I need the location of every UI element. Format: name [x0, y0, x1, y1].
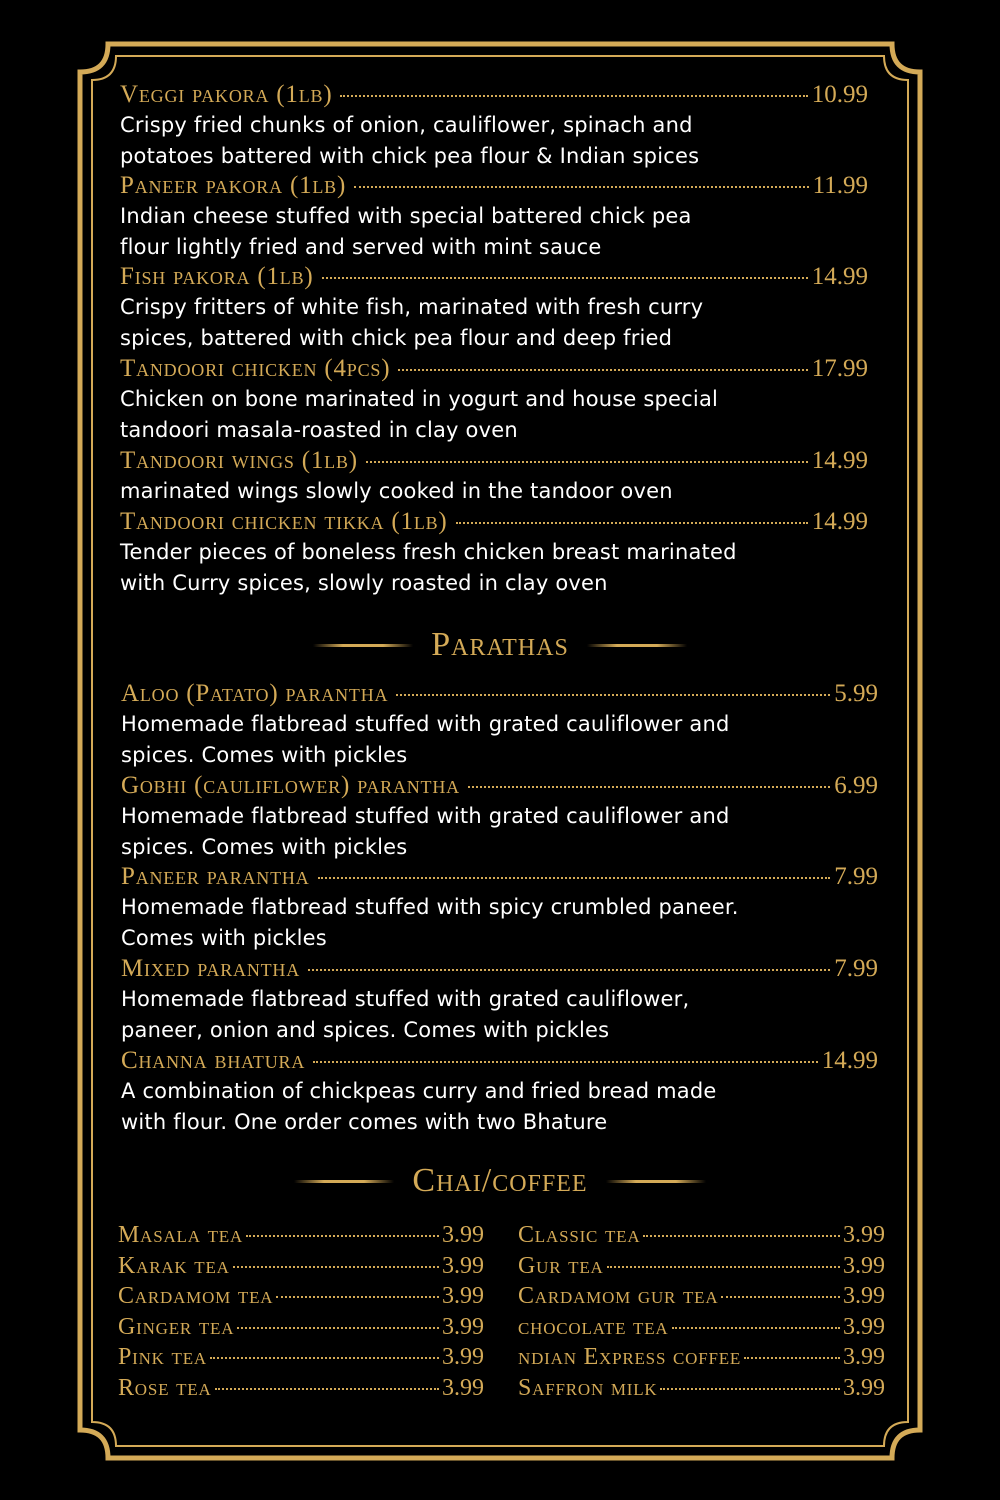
item-price: 7.99	[834, 863, 878, 890]
desc-line: Tender pieces of boneless fresh chicken breast marinated	[120, 540, 737, 564]
desc-line: paneer, onion and spices. Comes with pickles	[121, 1018, 610, 1042]
desc-line: marinated wings slowly cooked in the tandoor oven	[120, 479, 673, 503]
menu-item	[121, 1046, 878, 1138]
desc-line: spices, battered with chick pea flour and deep fried	[120, 326, 673, 350]
tea-item	[518, 1251, 885, 1282]
item-header	[120, 446, 868, 476]
item-description	[121, 1076, 878, 1138]
desc-line: Crispy fried chunks of onion, cauliflower, spinach and	[120, 113, 693, 137]
item-name: Mixed parantha	[121, 955, 301, 982]
desc-line: potatoes battered with chick pea flour & Indian spices	[120, 144, 700, 168]
section-title: Parathas	[431, 626, 569, 663]
item-price: 17.99	[811, 355, 868, 382]
tea-name: Masala tea	[118, 1222, 244, 1248]
item-description	[120, 537, 868, 599]
item-price: 6.99	[834, 772, 878, 799]
tea-name: Classic tea	[518, 1222, 641, 1248]
desc-line: flour lightly fried and served with mint sauce	[120, 235, 602, 259]
dot-leader	[456, 522, 808, 524]
tea-item	[518, 1220, 885, 1251]
dot-leader	[308, 969, 830, 971]
desc-line: with Curry spices, slowly roasted in clay oven	[120, 571, 608, 595]
dot-leader	[660, 1388, 840, 1390]
item-price: 7.99	[834, 955, 878, 982]
tea-price: 3.99	[442, 1313, 484, 1340]
dot-leader	[721, 1296, 840, 1298]
dot-leader	[276, 1296, 439, 1298]
tea-column-left	[118, 1220, 484, 1404]
desc-line: Homemade flatbread stuffed with grated cauliflower and	[121, 804, 730, 828]
item-header	[121, 1046, 878, 1076]
desc-line: Indian cheese stuffed with special battered chick pea	[120, 204, 692, 228]
desc-line: tandoori masala-roasted in clay oven	[120, 418, 518, 442]
item-header	[121, 771, 878, 801]
desc-line: Homemade flatbread stuffed with grated cauliflower and	[121, 712, 730, 736]
tea-item	[518, 1281, 885, 1312]
desc-line: with flour. One order comes with two Bhature	[121, 1110, 608, 1134]
menu-item	[120, 80, 868, 172]
dot-leader	[672, 1327, 841, 1329]
tea-name: Pink tea	[118, 1344, 208, 1371]
heading-rule-left	[294, 1180, 394, 1183]
dot-leader	[398, 369, 807, 371]
dot-leader	[215, 1388, 439, 1390]
tea-price: 3.99	[843, 1313, 885, 1340]
item-header	[121, 954, 878, 984]
desc-line: Homemade flatbread stuffed with grated cauliflower,	[121, 987, 690, 1011]
item-price: 14.99	[821, 1047, 878, 1074]
item-price: 5.99	[834, 680, 878, 707]
item-header	[120, 507, 868, 537]
dot-leader	[354, 186, 809, 188]
section-heading-parathas	[0, 626, 1000, 664]
tea-name: Karak tea	[118, 1252, 230, 1279]
dot-leader	[233, 1266, 439, 1268]
dot-leader	[396, 694, 830, 696]
tea-name: chocolate tea	[518, 1313, 669, 1340]
section-title: Chai/coffee	[412, 1162, 588, 1199]
tea-name: Cardamom gur tea	[518, 1283, 719, 1310]
desc-line: Crispy fritters of white fish, marinated with fresh curry	[120, 295, 704, 319]
heading-rule-left	[313, 644, 413, 647]
item-header	[120, 354, 868, 384]
item-header	[121, 862, 878, 892]
desc-line: spices. Comes with pickles	[121, 743, 408, 767]
tea-item	[118, 1342, 484, 1373]
tea-item	[118, 1312, 484, 1343]
item-price: 14.99	[811, 263, 868, 290]
item-description	[120, 110, 868, 172]
menu-item	[121, 679, 878, 771]
dot-leader	[210, 1357, 439, 1359]
tea-item	[518, 1312, 885, 1343]
tea-item	[518, 1373, 885, 1404]
menu-item	[120, 262, 868, 354]
menu-item	[120, 446, 868, 507]
section-heading-chai-coffee	[0, 1162, 1000, 1200]
menu-item	[120, 171, 868, 263]
item-name: Tandoori wings (1lb)	[120, 447, 358, 474]
tea-item	[118, 1251, 484, 1282]
item-price: 14.99	[811, 508, 868, 535]
desc-line: Chicken on bone marinated in yogurt and house special	[120, 387, 719, 411]
item-name: Paneer parantha	[121, 863, 310, 890]
tea-name: Gur tea	[518, 1252, 604, 1279]
tea-name: Ginger tea	[118, 1313, 235, 1340]
item-description	[120, 384, 868, 446]
item-name: Paneer pakora (1lb)	[120, 172, 347, 199]
tea-price: 3.99	[442, 1283, 484, 1310]
tea-name: Rose tea	[118, 1374, 212, 1401]
dot-leader	[313, 1061, 818, 1063]
menu-item	[121, 954, 878, 1046]
tea-price: 3.99	[442, 1222, 484, 1248]
item-name: Gobhi (cauliflower) parantha	[121, 772, 460, 799]
tea-price: 3.99	[442, 1252, 484, 1279]
dot-leader	[744, 1357, 840, 1359]
item-price: 14.99	[811, 447, 868, 474]
desc-line: A combination of chickpeas curry and fried bread made	[121, 1079, 717, 1103]
item-header	[120, 262, 868, 292]
item-description	[121, 892, 878, 954]
item-description	[121, 984, 878, 1046]
tea-price: 3.99	[442, 1344, 484, 1371]
dot-leader	[318, 877, 831, 879]
tea-column-right	[518, 1220, 885, 1404]
dot-leader	[468, 786, 830, 788]
tea-price: 3.99	[442, 1374, 484, 1401]
dot-leader	[607, 1266, 840, 1268]
heading-rule-right	[587, 644, 687, 647]
dot-leader	[643, 1235, 840, 1237]
item-price: 11.99	[812, 172, 868, 199]
tea-item	[118, 1220, 484, 1251]
item-header	[121, 679, 878, 709]
item-description	[120, 201, 868, 263]
tea-item	[118, 1373, 484, 1404]
heading-rule-right	[606, 1180, 706, 1183]
tea-name: ndian Express coffee	[518, 1344, 742, 1371]
menu-item	[120, 354, 868, 446]
tea-name: Saffron milk	[518, 1374, 658, 1401]
tea-price: 3.99	[843, 1374, 885, 1401]
menu-item	[121, 862, 878, 954]
item-description	[120, 292, 868, 354]
tea-price: 3.99	[843, 1222, 885, 1248]
desc-line: spices. Comes with pickles	[121, 835, 408, 859]
dot-leader	[246, 1235, 439, 1237]
desc-line: Comes with pickles	[121, 926, 327, 950]
item-description	[121, 709, 878, 771]
tea-price: 3.99	[843, 1252, 885, 1279]
dot-leader	[237, 1327, 439, 1329]
dot-leader	[366, 461, 808, 463]
item-name: Veggi pakora (1lb)	[120, 81, 333, 108]
item-price: 10.99	[811, 81, 868, 108]
desc-line: Homemade flatbread stuffed with spicy crumbled paneer.	[121, 895, 739, 919]
dot-leader	[322, 277, 808, 279]
item-name: Channa bhatura	[121, 1047, 306, 1074]
item-header	[120, 171, 868, 201]
tea-price: 3.99	[843, 1283, 885, 1310]
item-name: Tandoori chicken tikka (1lb)	[120, 508, 448, 535]
item-name: Tandoori chicken (4pcs)	[120, 355, 391, 382]
tea-item	[518, 1342, 885, 1373]
tea-name: Cardamom tea	[118, 1283, 274, 1310]
item-description	[120, 476, 868, 507]
item-description	[121, 801, 878, 863]
item-header	[120, 80, 868, 110]
tea-price: 3.99	[843, 1344, 885, 1371]
menu-item	[120, 507, 868, 599]
menu-item	[121, 771, 878, 863]
item-name: Fish pakora (1lb)	[120, 263, 314, 290]
tea-item	[118, 1281, 484, 1312]
dot-leader	[340, 95, 807, 97]
item-name: Aloo (Patato) parantha	[121, 680, 389, 707]
